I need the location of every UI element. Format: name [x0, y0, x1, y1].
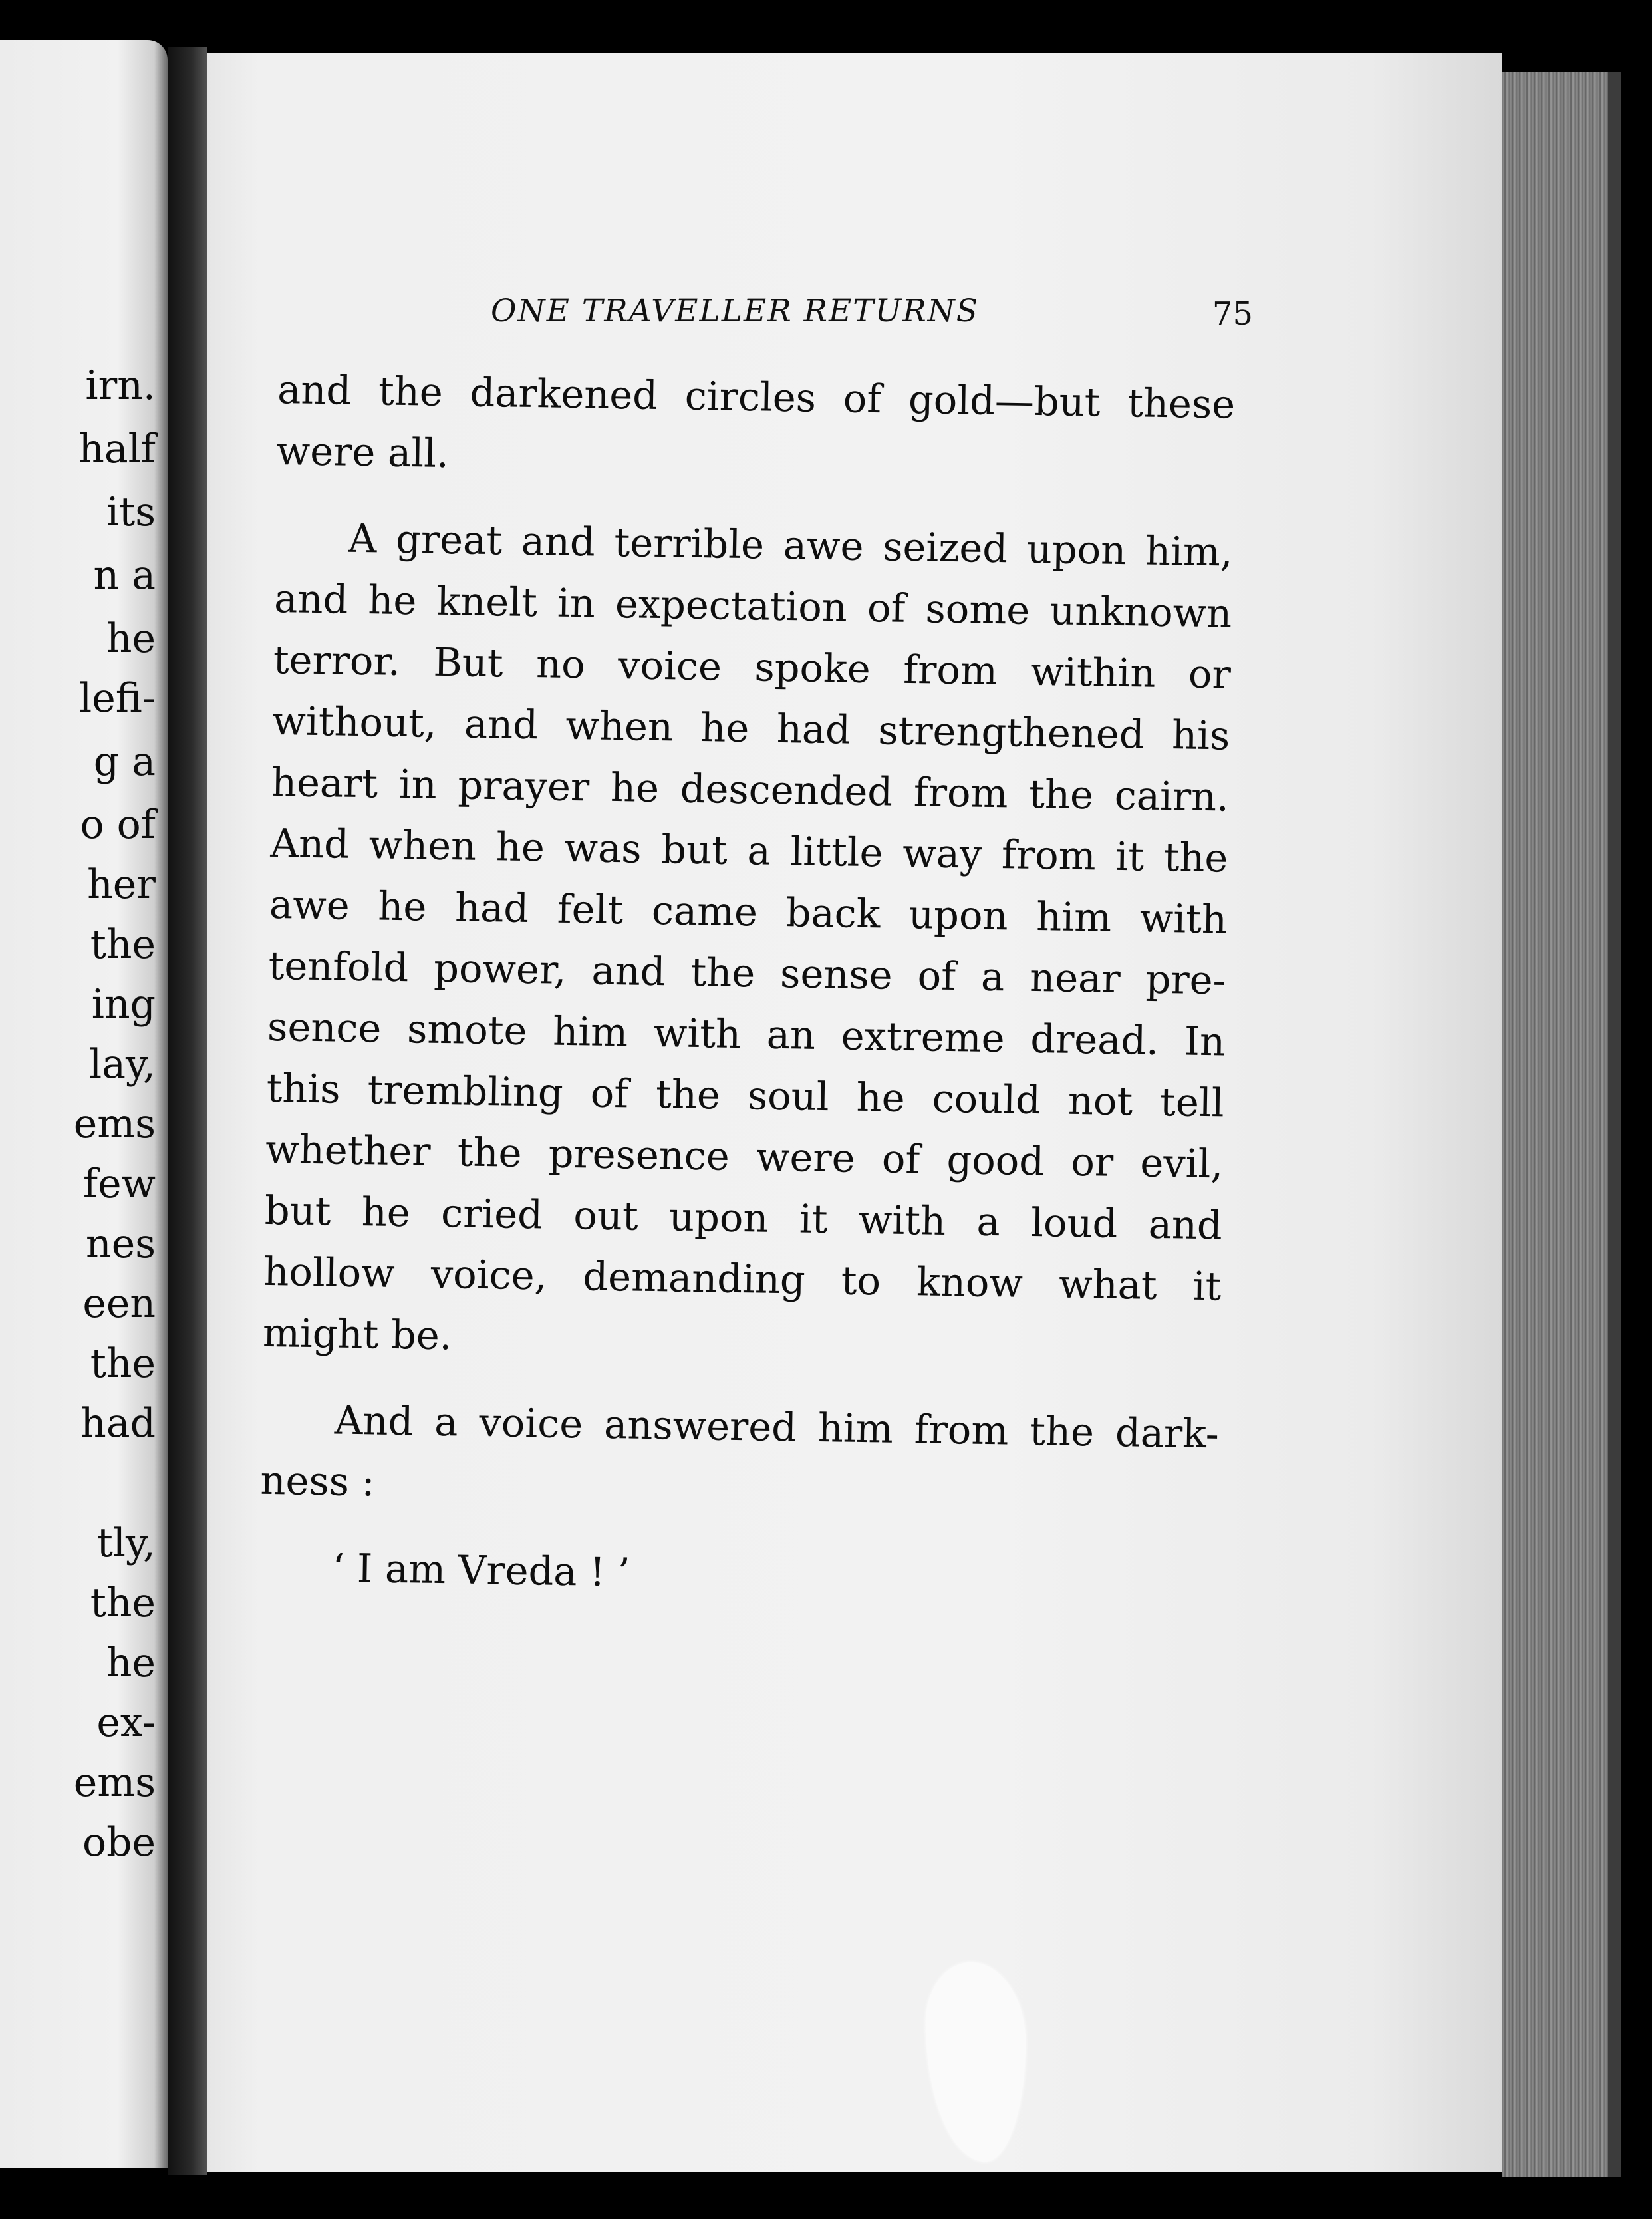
text-line: heart in prayer he descended from the cairn. [271, 758, 1230, 820]
previous-page-line: een [82, 1280, 156, 1327]
previous-page-line: nes [86, 1221, 156, 1267]
previous-page-line: tly, [96, 1520, 156, 1566]
text-line: but he cried out upon it with a loud and [264, 1187, 1223, 1249]
text-line: without, and when he had strengthened his [271, 697, 1230, 759]
previous-page-line: its [106, 489, 156, 535]
paper-damage-mark [926, 1962, 1026, 2162]
previous-page-line: lefi- [79, 675, 156, 722]
text-line: A great and terrible awe seized upon him, [348, 515, 1234, 575]
previous-page-line: obe [82, 1819, 156, 1866]
previous-page-line: the [90, 1340, 156, 1387]
previous-page-line: half [78, 426, 156, 472]
previous-page-line: ex- [96, 1700, 156, 1746]
previous-page-line: few [82, 1161, 156, 1207]
previous-page-line: ems [73, 1759, 156, 1806]
running-title: ONE TRAVELLER RETURNS [491, 293, 979, 329]
previous-page-line: he [106, 615, 156, 662]
text-line: whether the presence were of good or evil, [265, 1125, 1224, 1187]
text-line: terror. But no voice spoke from within or [273, 636, 1232, 698]
previous-page-line: he [106, 1640, 156, 1686]
book-gutter [168, 47, 207, 2175]
page-edge-shadow [1608, 72, 1621, 2177]
previous-page-line: ems [73, 1101, 156, 1147]
previous-page-line: lay, [89, 1041, 156, 1088]
text-line: and he knelt in expectation of some unknown [273, 575, 1232, 637]
previous-page-line: ing [91, 981, 156, 1028]
text-line: and the darkened circles of gold—but these [277, 366, 1236, 428]
text-line: And when he was but a little way from it the [270, 819, 1228, 881]
text-line: were all. [276, 427, 450, 477]
text-line: this trembling of the soul he could not tell [266, 1064, 1225, 1126]
previous-page-line: the [90, 1580, 156, 1626]
running-header [278, 293, 1253, 339]
previous-page-fragment [0, 40, 168, 2168]
text-line: tenfold power, and the sense of a near pre- [268, 942, 1227, 1004]
previous-page-line: n a [93, 552, 156, 599]
previous-page-line: g a [93, 738, 156, 785]
page-fore-edge [1502, 72, 1608, 2177]
text-line: sence smote him with an extreme dread. In [267, 1003, 1226, 1065]
text-line: And a voice answered him from the dark- [334, 1397, 1220, 1457]
text-line: might be. [262, 1309, 453, 1359]
text-line: ness : [259, 1457, 376, 1505]
page-number: 75 [1212, 295, 1253, 333]
previous-page-line: the [90, 921, 156, 968]
previous-page-line: had [80, 1400, 156, 1447]
text-line: ‘ I am Vreda ! ’ [331, 1545, 631, 1596]
text-line: hollow voice, demanding to know what it [263, 1248, 1222, 1310]
previous-page-line: o of [80, 802, 156, 848]
text-line: awe he had felt came back upon him with [269, 881, 1228, 943]
body-text [259, 359, 1236, 1612]
previous-page-line: irn. [85, 363, 156, 409]
previous-page-line: her [87, 861, 156, 908]
